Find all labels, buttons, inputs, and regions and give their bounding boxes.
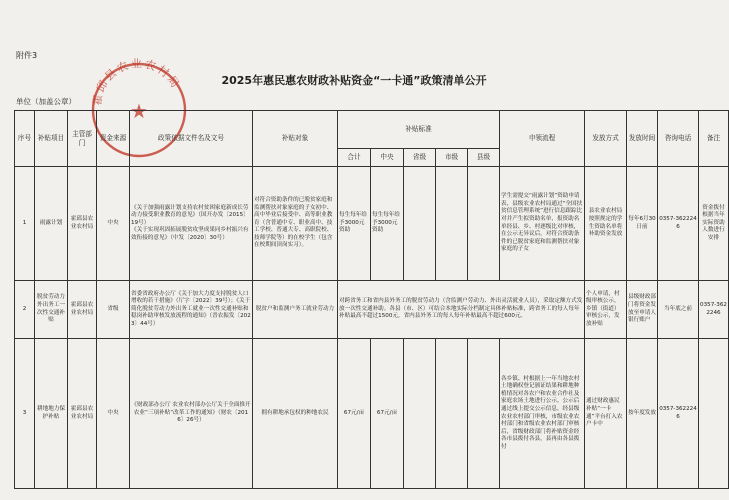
cell-seq: 2 bbox=[15, 281, 35, 339]
cell-city bbox=[436, 339, 468, 489]
cell-process: 学生需提交“雨露计划”资助申请表，县级农业农村局通过“全国扶贫信息管理系统”进行信息跟踪比对并产生拟资助名单，报资助名单经县、乡、村逐级比对审核，在公示无异议后，对符合资助条件的已脱贫家庭和监测帮扶对象家庭的子女 bbox=[500, 167, 585, 281]
cell-seq: 1 bbox=[15, 167, 35, 281]
cell-funding: 中央 bbox=[97, 167, 130, 281]
header-policy: 政策依据文件名及文号 bbox=[130, 111, 253, 167]
header-central: 中央 bbox=[371, 149, 404, 167]
cell-city bbox=[436, 167, 468, 281]
header-issuer: 发放方式 bbox=[585, 111, 627, 167]
header-seq: 序号 bbox=[15, 111, 35, 167]
cell-remark: 资金拨付根据当年实际资助人数进行安排 bbox=[699, 167, 729, 281]
cell-time: 当年底之前 bbox=[658, 281, 699, 339]
cell-standard-merged: 对跨省务工和省内县外务工的脱贫劳动力（含监测户劳动力、外出灵活就业人员），采取定额方式发放一次性交通补助。各县（市、区）可结合本地实际分档制定具体补贴标准，跨省务工的每人每年补贴最高不超过1500元，省内县外务工的每人每年补贴最高不超过600元。 bbox=[338, 281, 585, 339]
header-process: 申领流程 bbox=[500, 111, 585, 167]
header-total: 合计 bbox=[338, 149, 371, 167]
cell-dept: 霍邱县农业农村局 bbox=[68, 339, 97, 489]
cell-issuer: 通过财政惠民补贴“一卡通”平台打入农户卡中 bbox=[585, 339, 627, 489]
header-remark: 备注 bbox=[699, 111, 729, 167]
cell-item: 雨露计划 bbox=[35, 167, 68, 281]
page-title: 2025年惠民惠农财政补贴资金“一卡通”政策清单公开 bbox=[221, 74, 487, 87]
cell-time: 按年度发放 bbox=[627, 339, 658, 489]
cell-funding: 省级 bbox=[97, 281, 130, 339]
seal-text: 霍邱县农业农村局 bbox=[90, 57, 183, 107]
cell-item: 耕地地力保护补贴 bbox=[35, 339, 68, 489]
cell-item: 脱贫劳动力外出务工一次性交通补贴 bbox=[35, 281, 68, 339]
cell-target: 拥有耕地承包权的种地农民 bbox=[253, 339, 338, 489]
cell-phone: 0357-3622246 bbox=[658, 167, 699, 281]
cell-policy: 《财政部办公厅 农业农村部办公厅关于全面推开农业“三项补贴”改革工作的通知》（财农〔2016〕26号） bbox=[130, 339, 253, 489]
svg-text:★: ★ bbox=[130, 99, 148, 123]
cell-county bbox=[468, 167, 500, 281]
header-phone: 咨询电话 bbox=[658, 111, 699, 167]
header-item: 补贴项目 bbox=[35, 111, 68, 167]
cell-central: 每生每年给予3000元资助 bbox=[371, 167, 404, 281]
cell-seq: 3 bbox=[15, 339, 35, 489]
header-county: 县级 bbox=[468, 149, 500, 167]
cell-dept: 霍邱县农业农村局 bbox=[68, 167, 97, 281]
cell-process: 个人申请，村级审核公示，乡镇（街道）审核公示，发放补贴 bbox=[585, 281, 627, 339]
cell-county bbox=[468, 339, 500, 489]
cell-target: 脱贫户和监测户务工就业劳动力 bbox=[253, 281, 338, 339]
cell-province bbox=[404, 167, 436, 281]
policy-table bbox=[14, 110, 729, 489]
cell-policy: 《关于加强雨露计划支持农村贫困家庭新成长劳动力接受职业教育的意见》（国开办发〔2015〕19号） 《关于实现巩固拓展脱贫攻坚成果同乡村振兴有效衔接的意见》（中发〔2020〕30号） bbox=[130, 167, 253, 281]
cell-total: 每生每年给予3000元资助 bbox=[338, 167, 371, 281]
header-dept: 主管部门 bbox=[68, 111, 97, 167]
cell-phone: 0357-3622246 bbox=[658, 339, 699, 489]
cell-province bbox=[404, 339, 436, 489]
cell-funding: 中央 bbox=[97, 339, 130, 489]
annex-label: 附件3 bbox=[16, 51, 38, 60]
table-row bbox=[15, 281, 729, 339]
cell-total: 67元/亩 bbox=[338, 339, 371, 489]
cell-central: 67元/亩 bbox=[371, 339, 404, 489]
cell-phone: 0357-3622246 bbox=[699, 281, 729, 339]
cell-remark bbox=[699, 339, 729, 489]
cell-target: 对符合资助条件的已脱贫家庭和监测帮扶对象家庭的子女初中、高中毕业后接受中、高等职业教育（含普通中专、职业高中、技工学校、普通大专、高职院校、技师学院等）的在校学生（包含在校期间顶岗实习）。 bbox=[253, 167, 338, 281]
cell-issuer: 县级财政部门将资金发放至申请人银行账户 bbox=[627, 281, 658, 339]
header-funding: 资金来源 bbox=[97, 111, 130, 167]
header-standard: 补贴标准 bbox=[338, 111, 500, 149]
header-time: 发放时间 bbox=[627, 111, 658, 167]
cell-issuer: 县农业农村局按照规定的学生资助名单将补助资金发放 bbox=[585, 167, 627, 281]
header-province: 省级 bbox=[404, 149, 436, 167]
table-row bbox=[15, 339, 729, 489]
header-target: 补贴对象 bbox=[253, 111, 338, 167]
header-city: 市级 bbox=[436, 149, 468, 167]
header-row-1 bbox=[15, 111, 729, 149]
cell-policy: 省委省政府办公厅《关于加大力度支持脱贫人口增收的若干措施》（厅字〔2022〕39号）；《关于简化脱贫劳动力外出务工就业一次性交通补贴和稳岗补助审核发放流程的通知》（晋农振发〔2023〕44号） bbox=[130, 281, 253, 339]
cell-process: 各乡镇、村根据上一年当地农村土地确权登记颁证结果和耕地种植情况对各农户和农业合作社及家庭农场土地进行公示，公示后通过线上提交公示信息，经县级农业农村部门审核，市级农业农村部门和省级农业农村部门审核后，省级财政部门将补贴资金经各市县拨付各县，县再由各县拨付 bbox=[500, 339, 585, 489]
table-row bbox=[15, 167, 729, 281]
cell-time: 每年6月30日前 bbox=[627, 167, 658, 281]
cell-dept: 霍邱县农业农村局 bbox=[68, 281, 97, 339]
unit-label: 单位（加盖公章） bbox=[16, 97, 76, 106]
